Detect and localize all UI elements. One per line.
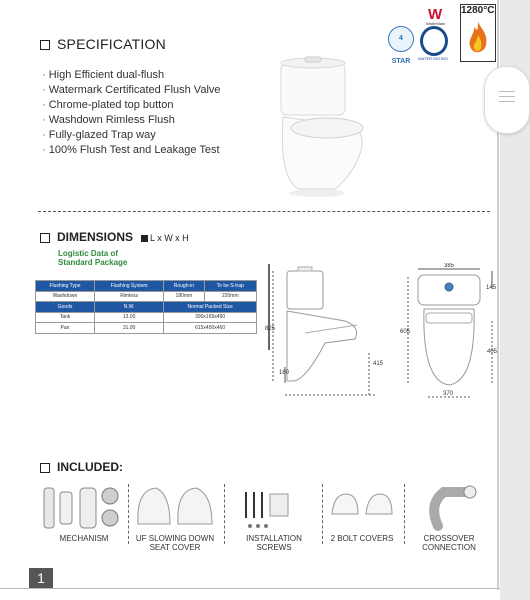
table-cell: Tank <box>36 312 95 323</box>
dimension-label: 385 <box>444 263 455 269</box>
logistic-table <box>35 280 257 334</box>
side-elevation-drawing <box>265 263 390 408</box>
crossover-connection-icon <box>408 484 490 532</box>
dimension-label: 825 <box>265 326 276 332</box>
table-band-cell: N.W. <box>94 302 163 313</box>
footer-line <box>0 588 500 589</box>
logistic-title: Logistic Data of Standard Package <box>58 249 128 267</box>
feature-item: · Washdown Rimless Flush <box>42 113 221 128</box>
water-rating-label: WATER RATING <box>418 56 448 61</box>
fire-rating-badge <box>460 4 496 62</box>
table-header-row <box>36 281 257 292</box>
dimension-label: 145 <box>486 285 497 291</box>
water-rating-icon <box>420 26 448 56</box>
dimension-label: 370 <box>443 391 454 397</box>
watermark-label: WaterMark <box>426 21 446 26</box>
checkbox-icon <box>40 463 50 473</box>
included-item-label: CROSSOVER CONNECTION <box>422 534 476 552</box>
item-divider <box>224 484 225 544</box>
included-heading <box>40 460 123 474</box>
table-header-cell: Rough-in <box>164 281 204 292</box>
feature-item: · Chrome-plated top button <box>42 98 221 113</box>
star-rating-badge: 4 STAR <box>388 26 414 52</box>
checkbox-icon <box>40 40 50 50</box>
section-divider <box>38 211 490 212</box>
table-cell: Pan <box>36 323 95 334</box>
feature-item: · 100% Flush Test and Leakage Test <box>42 143 221 158</box>
flush-mechanism-icon <box>40 484 128 532</box>
dimension-label: 605 <box>400 329 411 335</box>
bolt-covers-icon <box>326 484 398 532</box>
item-divider <box>322 484 323 544</box>
table-row <box>36 323 257 334</box>
dimensions-heading <box>40 230 189 244</box>
table-band-cell: Goods <box>36 302 95 313</box>
included-item-label: INSTALLATION SCREWS <box>246 534 302 552</box>
feature-item: · High Efficient dual-flush <box>42 68 221 83</box>
specification-title: SPECIFICATION <box>57 36 166 52</box>
table-header-cell: To be S-trap <box>204 281 256 292</box>
included-title: INCLUDED: <box>57 460 123 474</box>
included-item-crossover <box>408 484 490 552</box>
item-divider <box>128 484 129 544</box>
toilet-product-image <box>265 55 375 205</box>
included-item-screws <box>236 484 312 552</box>
specification-heading <box>40 36 166 52</box>
feature-item: · Watermark Certificated Flush Valve <box>42 83 221 98</box>
table-cell: 180mm <box>164 291 204 302</box>
checkbox-icon <box>40 233 50 243</box>
table-cell: 390x165x490 <box>164 312 257 323</box>
page-number[interactable]: 1 <box>29 568 53 588</box>
table-cell: 13.00 <box>94 312 163 323</box>
included-item-label: UF SLOWING DOWN SEAT COVER <box>135 534 215 552</box>
dimensions-title: DIMENSIONS <box>57 230 134 244</box>
table-cell: 31.00 <box>94 323 163 334</box>
watermark-logo: W <box>428 6 443 23</box>
included-item-mechanism <box>40 484 128 543</box>
square-icon <box>141 235 148 242</box>
dimension-label: 415 <box>373 361 384 367</box>
scroll-handle[interactable] <box>484 66 530 134</box>
dimension-label: 405 <box>487 349 498 355</box>
dimensions-subtitle: L x W x H <box>150 233 189 243</box>
feature-list <box>42 68 221 158</box>
included-item-seat-cover <box>132 484 218 552</box>
included-item-label: MECHANISM <box>59 534 109 543</box>
table-header-cell: Flushing Type <box>36 281 95 292</box>
front-elevation-drawing <box>398 263 498 408</box>
screws-icon <box>236 484 312 532</box>
item-divider <box>404 484 405 544</box>
fire-temperature: 1280°C <box>461 5 495 16</box>
flame-icon <box>467 21 489 57</box>
table-row <box>36 291 257 302</box>
feature-item: · Fully-glazed Trap way <box>42 128 221 143</box>
table-header-cell: Flushing System <box>94 281 163 292</box>
table-cell: 615x450x460 <box>164 323 257 334</box>
table-band-row <box>36 302 257 313</box>
certification-badges <box>388 2 498 64</box>
included-item-bolt-covers <box>326 484 398 543</box>
included-item-label: 2 BOLT COVERS <box>330 534 394 543</box>
table-band-cell: Normal Packed Size <box>164 302 257 313</box>
seat-cover-icon <box>132 484 218 532</box>
table-cell: 220mm <box>204 291 256 302</box>
table-row <box>36 312 257 323</box>
dimension-label: 180 <box>279 370 290 376</box>
table-cell: Rimless <box>94 291 163 302</box>
table-cell: Washdown <box>36 291 95 302</box>
